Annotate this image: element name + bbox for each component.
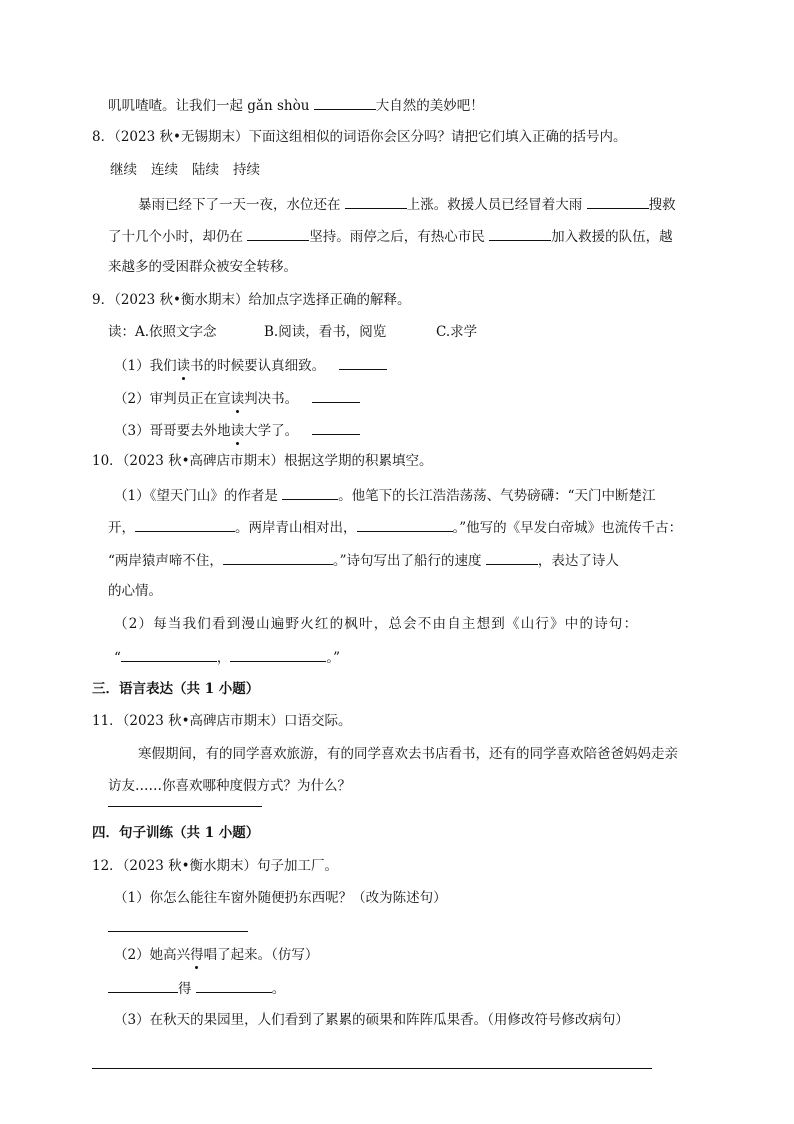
- section-3-heading: 三．语言表达（共 1 小题）: [92, 681, 260, 697]
- q8-word-row: [110, 161, 274, 179]
- q8-paragraph-line-3: 来越多的受困群众被安全转移。: [108, 259, 297, 275]
- q12-item-text: 得: [178, 981, 196, 997]
- q10-line-2: [108, 517, 682, 537]
- q9-item-text: 大学了。: [244, 423, 299, 439]
- q10-text: 。”诗句写出了船行的速度: [332, 553, 486, 569]
- q8-text: 坚持。雨停之后，有热心市民: [309, 229, 490, 245]
- q8-text: 暴雨已经下了一天一夜，水位还在: [138, 197, 345, 213]
- q12-item-text: 唱了起来。（仿写）: [203, 947, 319, 963]
- q8-text: 上涨。救援人员已经冒着大雨: [406, 197, 587, 213]
- q9-options: [108, 323, 217, 341]
- q10-text: “: [114, 650, 121, 666]
- q11-answer-line[interactable]: [108, 806, 262, 807]
- q9-option-c: C.求学: [436, 324, 478, 340]
- q9-item-text: 判决书。: [244, 391, 299, 407]
- q9-dotted-char: 读: [230, 391, 245, 407]
- q10-line-6: [114, 647, 340, 667]
- q10-text: （1）《望天门山》的作者是: [114, 488, 283, 504]
- q12-dotted-char: 得: [190, 947, 204, 963]
- q8-blank-1[interactable]: [345, 194, 407, 209]
- q11-paragraph-line-2: 访友……你喜欢哪种度假方式？为什么？: [108, 778, 351, 794]
- q10-blank-2[interactable]: [135, 517, 235, 532]
- q9-blank-3[interactable]: [312, 420, 360, 435]
- q10-text: ，表达了诗人: [537, 553, 619, 569]
- q12-item-2-fill: [108, 978, 285, 998]
- q10-text: 。”他写的《早发白帝城》也流传千古：: [452, 520, 683, 536]
- q10-text: 。他笔下的长江浩浩荡荡、气势磅礴：“天门中断楚江: [338, 488, 656, 504]
- q10-blank-3[interactable]: [357, 517, 453, 532]
- q10-text: 开，: [108, 520, 135, 536]
- q12-item-3: （3）在秋天的果园里，人们看到了累累的硕果和阵阵瓜果香。（用修改符号修改病句）: [114, 1012, 629, 1028]
- q7-tail-before: 叽叽喳喳。让我们一起 gǎn shòu: [108, 98, 314, 114]
- q8-word: 持续: [233, 162, 260, 178]
- q8-text: 搜救: [648, 197, 676, 213]
- q8-word: 连续: [151, 162, 178, 178]
- q12-item-2: [114, 946, 318, 964]
- q10-text: 。”: [326, 650, 341, 666]
- q8-title: 8．（2023 秋•无锡期末）下面这组相似的词语你会区分吗？请把它们填入正确的括号内。: [92, 129, 627, 145]
- q10-line-3: [108, 550, 619, 570]
- q10-blank-author[interactable]: [282, 485, 338, 500]
- q10-blank-4[interactable]: [223, 550, 333, 565]
- q10-title: 10．（2023 秋•高碑店市期末）根据这学期的积累填空。: [92, 453, 433, 469]
- q12-item-text: （2）她高兴: [114, 947, 191, 963]
- q11-paragraph-line-1: 寒假期间，有的同学喜欢旅游，有的同学喜欢去书店看书，还有的同学喜欢陪爸爸妈妈走亲: [138, 746, 678, 762]
- q10-line-5: （2）每当我们看到漫山遍野火红的枫叶，总会不由自主想到《山行》中的诗句：: [114, 616, 639, 632]
- q7-tail-after: 大自然的美妙吧！: [375, 98, 484, 114]
- q12-title: 12．（2023 秋•衡水期末）句子加工厂。: [92, 858, 339, 874]
- q8-text: 加入救援的队伍，越: [551, 229, 673, 245]
- q8-blank-3[interactable]: [247, 226, 309, 241]
- q10-blank-5[interactable]: [486, 550, 538, 565]
- q11-title: 11．（2023 秋•高碑店市期末）口语交际。: [92, 713, 352, 729]
- q9-item-text: （2）审判员正在宣: [114, 391, 231, 407]
- q10-blank-6[interactable]: [121, 647, 217, 662]
- q9-option-a: 读：A.依照文字念: [108, 324, 217, 340]
- q12-item-1: （1）你怎么能往车窗外随便扔东西呢？（改为陈述句）: [114, 890, 447, 906]
- q8-word: 继续: [110, 162, 137, 178]
- q9-dotted-char: 读: [230, 423, 245, 439]
- q9-title: 9．（2023 秋•衡水期末）给加点字选择正确的解释。: [92, 292, 411, 308]
- q8-text: 了十几个小时，却仍在: [108, 229, 248, 245]
- q9-item-text: 书的时候要认真细致。: [190, 358, 326, 374]
- q8-paragraph-line-1: [138, 194, 676, 214]
- q10-text: ，: [216, 650, 231, 666]
- q9-dotted-char: 读: [176, 358, 191, 374]
- q8-paragraph-line-2: [108, 226, 673, 246]
- q8-blank-2[interactable]: [587, 194, 649, 209]
- q10-text: 。两岸青山相对出，: [235, 520, 357, 536]
- q12-item-text: 。: [271, 981, 286, 997]
- q8-blank-4[interactable]: [489, 226, 551, 241]
- q10-line-4: 的心情。: [108, 583, 162, 599]
- q12-answer-line-1[interactable]: [108, 931, 248, 932]
- q7-blank[interactable]: [314, 95, 376, 110]
- section-4-heading: 四．句子训练（共 1 小题）: [92, 825, 260, 841]
- q12-blank-2[interactable]: [196, 978, 272, 993]
- q7-tail-line: [108, 95, 484, 115]
- footer-rule: [92, 1068, 652, 1069]
- q10-blank-7[interactable]: [230, 647, 326, 662]
- q9-item-text: （1）我们: [114, 358, 177, 374]
- q9-item-1: [114, 355, 387, 375]
- q10-line-1: [114, 485, 656, 505]
- q9-item-3: [114, 420, 360, 440]
- q9-item-2: [114, 388, 360, 408]
- q9-blank-2[interactable]: [312, 388, 360, 403]
- q10-text: “两岸猿声啼不住，: [108, 553, 223, 569]
- q9-blank-1[interactable]: [339, 355, 387, 370]
- q9-option-b: B.阅读，看书，阅览: [264, 324, 387, 340]
- q12-blank-1[interactable]: [108, 978, 178, 993]
- q8-word: 陆续: [192, 162, 219, 178]
- q9-item-text: （3）哥哥要去外地: [114, 423, 231, 439]
